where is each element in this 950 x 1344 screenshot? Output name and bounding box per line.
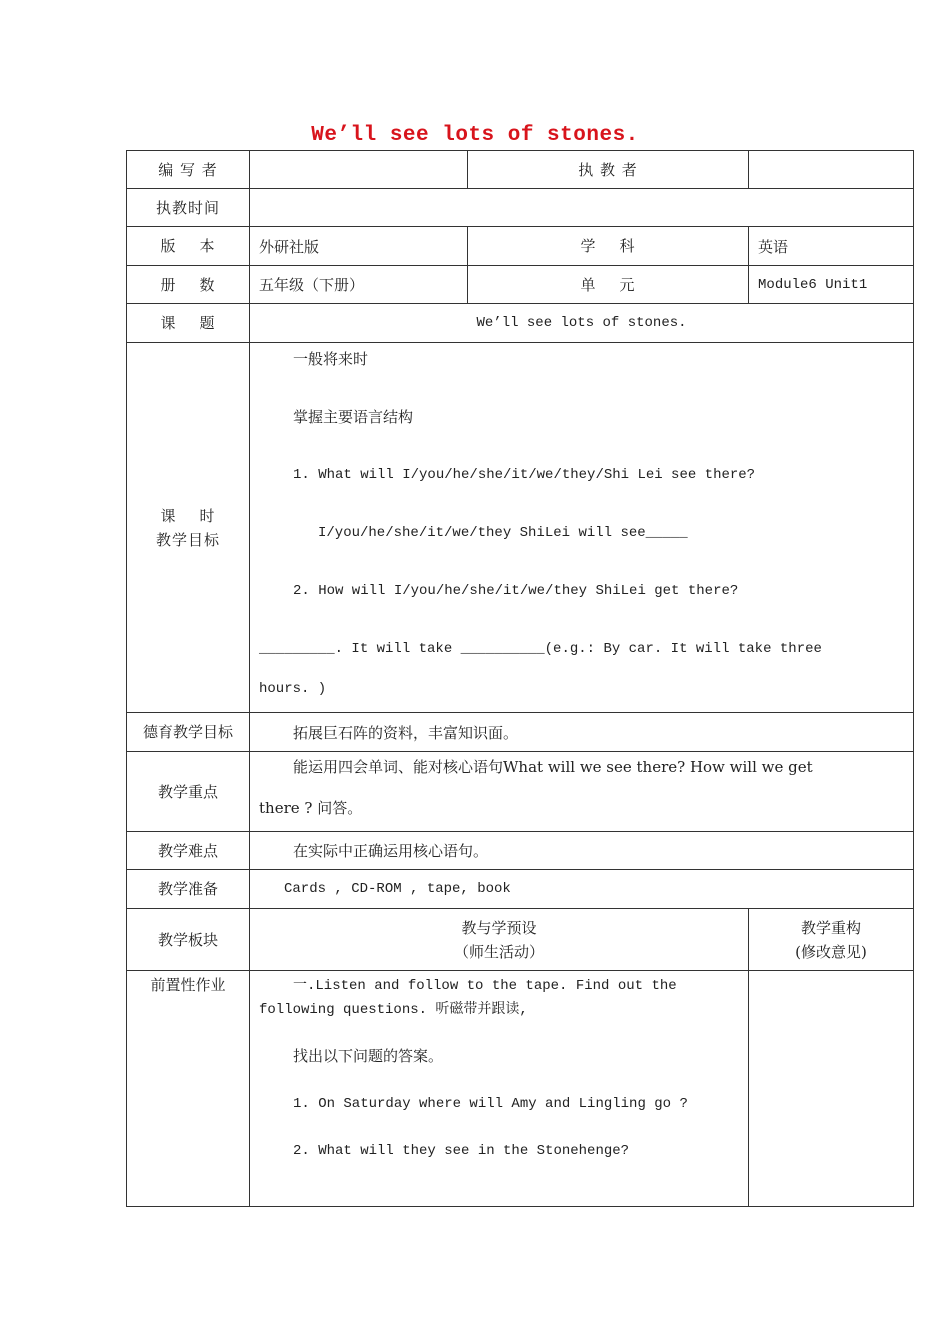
block-col3-line1: 教学重构 [801, 918, 862, 937]
objective-line: _________. It will take __________(e.g.: By car. It will take three [259, 641, 822, 657]
moral-label: 德育教学目标 [127, 713, 250, 752]
topic-label: 课 题 [127, 304, 250, 343]
pre-homework-label: 前置性作业 [127, 971, 250, 1207]
edition-label: 版 本 [127, 227, 250, 266]
pre-homework-line2: following questions. 听磁带并跟读, [259, 1002, 528, 1018]
difficulty-value: 在实际中正确运用核心语句。 [250, 832, 914, 870]
objective-line: hours. ) [259, 681, 327, 697]
author-value [250, 151, 468, 189]
author-label: 编 写 者 [127, 151, 250, 189]
subject-value: 英语 [749, 227, 914, 266]
prep-row [127, 870, 914, 909]
topic-value: We’ll see lots of stones. [250, 304, 914, 343]
objectives-label-line1: 课 时 [160, 506, 216, 525]
pre-homework-row [127, 971, 914, 1207]
objective-line: I/you/he/she/it/we/they ShiLei will see_____ [318, 525, 688, 541]
objective-line: 掌握主要语言结构 [293, 408, 414, 426]
key-points-line2: there ? 问答。 [259, 799, 363, 817]
subject-label: 学 科 [468, 227, 749, 266]
key-points-row [127, 752, 914, 832]
block-col3-line2: (修改意见) [795, 942, 867, 961]
difficulty-label: 教学难点 [127, 832, 250, 870]
time-label: 执教时间 [127, 189, 250, 227]
objective-line: 2. How will I/you/he/she/it/we/they ShiLei get there? [293, 583, 739, 599]
pre-homework-revision [749, 971, 914, 1207]
edition-value: 外研社版 [250, 227, 468, 266]
pre-homework-line1: 一.Listen and follow to the tape. Find out the [293, 978, 677, 994]
block-col2-line1: 教与学预设 [461, 918, 537, 937]
moral-row [127, 713, 914, 752]
lesson-plan-table [126, 150, 914, 1207]
objective-line: 一般将来时 [293, 350, 369, 368]
block-col3 [749, 909, 914, 971]
objectives-label-line2: 教学目标 [155, 530, 220, 549]
difficulty-row [127, 832, 914, 870]
block-header-row [127, 909, 914, 971]
teacher-label: 执 教 者 [468, 151, 749, 189]
prep-value: Cards , CD-ROM , tape, book [250, 870, 914, 909]
unit-label: 单 元 [468, 266, 749, 304]
block-col2-line2: （师生活动） [454, 942, 545, 961]
volume-label: 册 数 [127, 266, 250, 304]
edition-row [127, 227, 914, 266]
topic-row [127, 304, 914, 343]
time-value [250, 189, 914, 227]
objectives-content [250, 343, 914, 713]
pre-homework-q2: 2. What will they see in the Stonehenge? [293, 1143, 630, 1159]
unit-value: Module6 Unit1 [749, 266, 914, 304]
key-points-line1: 能运用四会单词、能对核心语句What will we see there? How will we get [293, 758, 813, 776]
objectives-row [127, 343, 914, 713]
volume-row [127, 266, 914, 304]
block-col1: 教学板块 [127, 909, 250, 971]
block-col2 [250, 909, 749, 971]
moral-value: 拓展巨石阵的资料，丰富知识面。 [250, 713, 914, 752]
document-title: We’ll see lots of stones. [311, 124, 639, 147]
pre-homework-line3: 找出以下问题的答案。 [293, 1047, 444, 1065]
objectives-label [127, 343, 250, 713]
key-points-content [250, 752, 914, 832]
prep-label: 教学准备 [127, 870, 250, 909]
time-row [127, 189, 914, 227]
objective-line: 1. What will I/you/he/she/it/we/they/Shi Lei see there? [293, 467, 756, 483]
teacher-value [749, 151, 914, 189]
author-row [127, 151, 914, 189]
key-points-label: 教学重点 [127, 752, 250, 832]
volume-value: 五年级（下册） [250, 266, 468, 304]
pre-homework-q1: 1. On Saturday where will Amy and Lingling go ? [293, 1096, 688, 1112]
pre-homework-content [250, 971, 749, 1207]
